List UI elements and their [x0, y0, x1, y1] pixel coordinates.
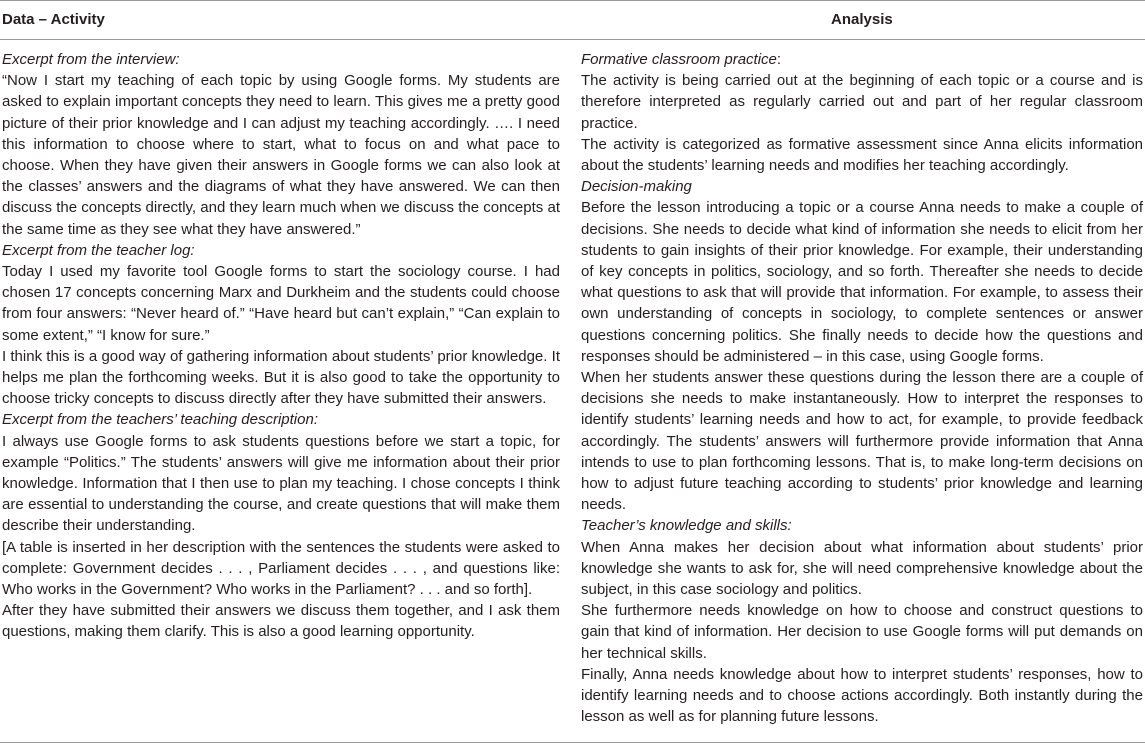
analysis-paragraph: When Anna makes her decision about what information about students’ prior knowledge she wants to ask for, she will need comprehensive knowledge about the subject, in this case sociology and politics. — [581, 538, 1143, 599]
analysis-paragraph: Before the lesson introducing a topic or a course Anna needs to make a couple of decisions. She needs to decide what kind of information she needs to elicit from her students to gain insights of their prior knowledge. For example, their understanding of key concepts in politics, sociology, and so forth. Thereafter she needs to decide what questions to ask that will provide that information. For example, to assess their own understanding of concepts in sociology, to complete sentences or answer questions concerning politics. She finally needs to decide how the questions and responses should be administered – in this case, using Google forms. — [581, 199, 1143, 365]
activity-subheading: Excerpt from the interview: — [2, 51, 180, 68]
column-header-data-activity: Data – Activity — [2, 11, 105, 28]
analysis-paragraph: She furthermore needs knowledge on how to choose and construct questions to gain that kind of information. Her decision to use Google forms will put demands on her technical skills. — [581, 602, 1143, 662]
activity-subheading: Excerpt from the teacher log: — [2, 241, 195, 259]
analysis-subheading — [581, 49, 1143, 70]
column-header-analysis: Analysis — [831, 11, 893, 28]
activity-paragraph: I think this is a good way of gathering information about students’ prior knowledge. It helps me plan the forthcoming weeks. But it is also good to take the opportunity to choose tricky concepts to discuss directly after they have submitted their answers. — [2, 347, 560, 408]
activity-paragraph: [A table is inserted in her description with the sentences the students were asked to complete: Government decides . . . , Parliament decides . . . , and questions like: Who works in the Government? Who works in the Parliament? . . . and so forth]. — [2, 538, 560, 599]
analysis-column — [581, 49, 1143, 728]
analysis-paragraph: The activity is categorized as formative assessment since Anna elicits information about the students’ learning needs and modifies her teaching accordingly. — [581, 135, 1143, 175]
analysis-subheading-text: Formative classroom practice — [581, 51, 777, 68]
activity-paragraph: Today I used my favorite tool Google forms to start the sociology course. I had chosen 17 concepts concerning Marx and Durkheim and the students could choose from four answers: “Never heard of.” “Have heard but can’t explain,” “Can explain to some extent,” “I know for sure.” — [2, 263, 560, 344]
activity-subheading: Excerpt from the teachers’ teaching description: — [2, 411, 318, 429]
data-activity-column — [2, 49, 560, 643]
analysis-paragraph: The activity is being carried out at the beginning of each topic or a course and is therefore interpreted as regularly carried out and part of her regular classroom practice. — [581, 72, 1143, 132]
activity-paragraph: I always use Google forms to ask students questions before we start a topic, for example “Politics.” The students’ answers will give me information about their prior knowledge. Information that I then use to plan my teaching. I chose concepts I think are essential to understanding the course, and create questions that will make them describe their understanding. — [2, 432, 560, 535]
table-header — [0, 1, 1145, 40]
activity-paragraph: “Now I start my teaching of each topic by using Google forms. My students are asked to explain important concepts they need to learn. This gives me a pretty good picture of their prior knowledge and I can adjust my teaching accordingly. …. I need this information to choose where to start, what to focus on and what pace to choose. When they have given their answers in Google forms we can also look at the classes’ answers and the diagrams of what they have answered. We can then discuss the concepts directly, and they learn much when we discuss the concepts at the same time as they see what they have answered.” — [2, 72, 560, 238]
analysis-subheading: Decision-making — [581, 178, 692, 196]
analysis-paragraph: Finally, Anna needs knowledge about how to interpret students’ responses, how to identify learning needs and to choose actions accordingly. Both instantly during the lesson as well as for planning future lessons. — [581, 665, 1143, 726]
table-bottom-rule — [0, 742, 1145, 743]
analysis-subheading-suffix: : — [776, 51, 782, 68]
analysis-subheading: Teacher’s knowledge and skills: — [581, 517, 792, 535]
analysis-paragraph: When her students answer these questions during the lesson there are a couple of decisions she needs to make instantaneously. How to interpret the responses to identify students’ learning needs and how to act, for example, to provide feedback accordingly. The students’ answers will furthermore provide information that Anna intends to use to plan forthcoming lessons. That is, to make long-term decisions on how to adjust future teaching according to students’ prior knowledge and learning needs. — [581, 369, 1143, 514]
activity-paragraph: After they have submitted their answers we discuss them together, and I ask them questions, making them clarify. This is also a good learning opportunity. — [2, 602, 560, 641]
